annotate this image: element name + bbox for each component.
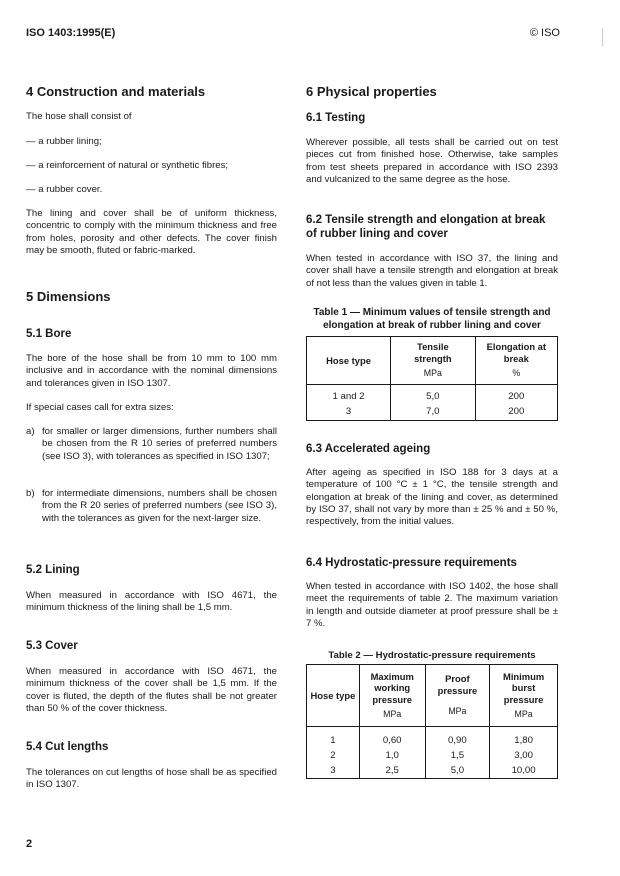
table-cell [359, 727, 425, 779]
table-header-hose-type: Hose type [310, 689, 356, 701]
table-cell [391, 385, 476, 421]
section-5-3-paragraph: When measured in accordance with ISO 4671, the minimum thickness of the cover shall be 1,5 mm. If the cover is fluted, the depth of the flutes shall be not greater than 50 % of the cover thickness. [26, 666, 277, 714]
section-5-1-paragraph: The bore of the hose shall be from 10 mm to 100 mm inclusive and in accordance with the nominal dimensions and tolerances given in ISO 1307. [26, 353, 277, 389]
table-cell-tensile: 5,0 [426, 391, 440, 402]
copyright: © ISO [529, 27, 560, 39]
table-cell-elongation: 200 [508, 391, 525, 402]
table-cell-type: 3 [345, 406, 352, 417]
table-header-max: Maximum working pressure [370, 670, 414, 705]
table-cell-type: 1 [330, 735, 336, 746]
page-number: 2 [26, 838, 33, 850]
list-item: — a reinforcement of natural or synthetic fibres; [26, 160, 229, 171]
list-item: — a rubber lining; [26, 136, 102, 147]
table-cell-max: 0,60 [382, 735, 402, 746]
section-5-4-paragraph: The tolerances on cut lengths of hose shall be as specified in ISO 1307. [26, 767, 277, 791]
document-id: ISO 1403:1995(E) [26, 27, 116, 39]
section-5-3-title: 5.3 Cover [26, 640, 78, 652]
section-4-paragraph: The lining and cover shall be of uniform thickness, concentric to comply with the minimum thickness and free from holes, porosity and other defects. The cover finish may be smooth, fluted or fabric-marked. [26, 208, 277, 256]
table-header-burst: Minimum burst pressure [503, 670, 545, 705]
table-header-cell [490, 665, 558, 727]
unit-label: MPa [448, 706, 467, 717]
list-item-b [26, 488, 277, 525]
section-5-1-paragraph-2: If special cases call for extra sizes: [26, 402, 174, 413]
table-cell-tensile: 7,0 [426, 406, 440, 417]
table-header-cell [307, 665, 360, 727]
list-item: — a rubber cover. [26, 184, 103, 195]
table-cell-proof: 1,5 [450, 750, 465, 761]
list-text: for intermediate dimensions, numbers shall be chosen from the R 20 series of preferred numbers (see ISO 3), with the tolerances as given for the next-larger size. [42, 488, 277, 524]
table-header-proof: Proof pressure [437, 673, 478, 696]
table-cell-max: 1,0 [385, 750, 399, 761]
table-cell-max: 2,5 [385, 765, 399, 776]
unit-label: MPa [383, 709, 402, 719]
table-cell-type: 2 [330, 750, 336, 761]
section-4-title: 4 Construction and materials [26, 84, 206, 99]
section-6-1-title: 6.1 Testing [306, 112, 366, 124]
table-cell-proof: 5,0 [450, 765, 465, 776]
section-6-3-title: 6.3 Accelerated ageing [306, 443, 431, 455]
table-cell [307, 727, 360, 779]
section-6-2-title: 6.2 Tensile strength and elongation at break of rubber lining and cover [306, 214, 546, 240]
section-5-title: 5 Dimensions [26, 289, 111, 304]
margin-mark [602, 28, 606, 46]
table-header-tensile: Tensile strength [414, 341, 452, 364]
table-header-elongation: Elongation at break [486, 341, 546, 364]
table-cell [490, 727, 558, 779]
section-5-2-paragraph: When measured in accordance with ISO 4671, the minimum thickness of the lining shall be 1,5 mm. [26, 590, 277, 614]
table-1-caption: Table 1 — Minimum values of tensile strength and elongation at break of rubber lining and cover [313, 307, 551, 331]
table-cell-type: 3 [330, 765, 336, 776]
unit-label: % [512, 368, 521, 379]
table-cell [425, 727, 490, 779]
table-header-cell [307, 337, 391, 385]
table-cell-burst: 10,00 [511, 765, 536, 776]
table-header-hose-type: Hose type [326, 354, 371, 366]
table-cell-type: 1 and 2 [332, 391, 365, 402]
table-cell-proof: 0,90 [448, 735, 467, 746]
list-item-a [26, 426, 277, 463]
unit-label: MPa [423, 368, 442, 379]
table-header-cell [475, 337, 557, 385]
section-6-4-title: 6.4 Hydrostatic-pressure requirements [306, 557, 517, 569]
section-5-2-title: 5.2 Lining [26, 564, 80, 576]
unit-label: MPa [514, 709, 533, 719]
table-header-cell [359, 665, 425, 727]
table-1 [306, 336, 558, 421]
list-marker: a) [26, 426, 35, 437]
section-6-4-paragraph: When tested in accordance with ISO 1402, the hose shall meet the requirements of table 2. The maximum variation in length and outside diameter at proof pressure shall be ± 7 %. [306, 581, 558, 629]
table-header-cell [425, 665, 490, 727]
table-cell [475, 385, 557, 421]
table-cell [307, 385, 391, 421]
section-4-intro: The hose shall consist of [26, 111, 132, 122]
table-header-cell [391, 337, 476, 385]
section-6-2-paragraph: When tested in accordance with ISO 37, the lining and cover shall have a tensile strength and elongation at break of not less than the values given in table 1. [306, 253, 558, 289]
section-5-4-title: 5.4 Cut lengths [26, 741, 109, 753]
section-6-1-paragraph: Wherever possible, all tests shall be carried out on test pieces cut from finished hose. Otherwise, take samples from test sheets prepared in accordance with ISO 2393 and vulcanized to the same degree as the hose. [306, 137, 558, 185]
table-cell-burst: 1,80 [514, 735, 533, 746]
list-text: for smaller or larger dimensions, further numbers shall be chosen from the R 10 series of preferred numbers (see ISO 3), with tolerances as specified in ISO 1307; [42, 426, 277, 462]
table-2 [306, 664, 558, 779]
table-cell-elongation: 200 [508, 406, 525, 417]
table-2-caption: Table 2 — Hydrostatic-pressure requirements [328, 650, 536, 661]
table-cell-burst: 3,00 [514, 750, 533, 761]
list-marker: b) [26, 488, 35, 499]
section-6-3-paragraph: After ageing as specified in ISO 188 for 3 days at a temperature of 100 °C ± 1 °C, the tensile strength and elongation at break of the lining and cover, as determined by ISO 37, shall not vary by more than ± 25 % and ± 50 %, respectively, from the initial values. [306, 467, 558, 528]
section-6-title: 6 Physical properties [306, 84, 437, 99]
section-5-1-title: 5.1 Bore [26, 328, 72, 340]
